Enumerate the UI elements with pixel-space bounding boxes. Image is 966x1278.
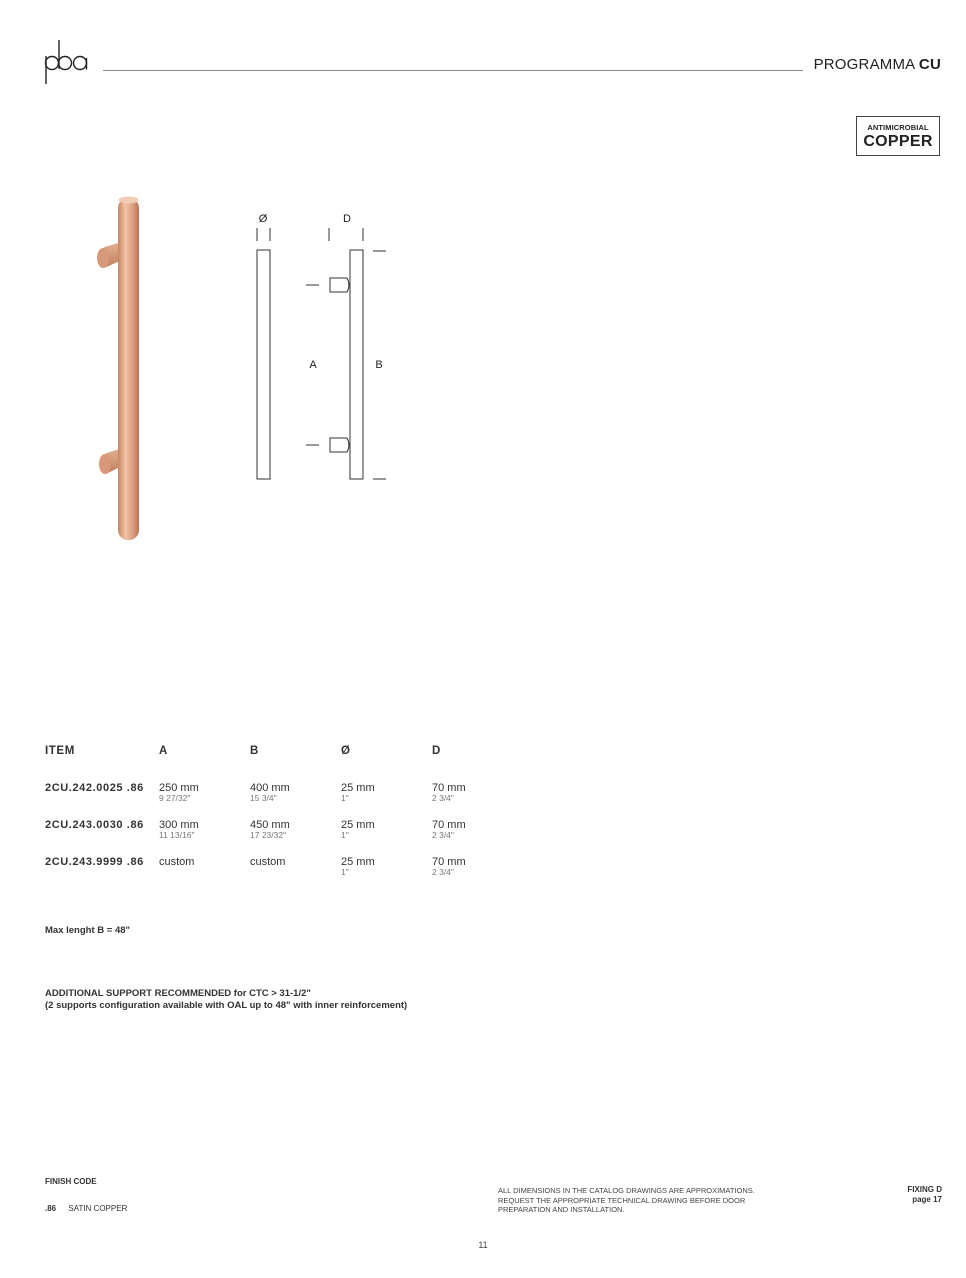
table-row (45, 819, 523, 856)
diameter-label: Ø (258, 213, 268, 225)
value-b: 400 mm (250, 782, 290, 794)
program-title (814, 56, 941, 73)
badge-line1: ANTIMICROBIAL (867, 123, 929, 132)
header-b: B (250, 745, 259, 757)
item-code: 2CU.243.9999 .86 (45, 856, 144, 868)
value-b: 450 mm (250, 819, 290, 831)
value-diameter-inch: 1" (341, 830, 349, 840)
header-a: A (159, 745, 168, 757)
finish-code-value: .86 (45, 1204, 57, 1213)
support-note-line2: (2 supports configuration available with OAL up to 48" with inner reinforcement) (45, 1000, 408, 1011)
finish-code-title: FINISH CODE (45, 1177, 97, 1186)
value-d: 70 mm (432, 856, 466, 868)
value-b-inch: 15 3/4" (250, 793, 277, 803)
technical-drawing (240, 205, 400, 495)
value-a-inch: 11 13/16" (159, 830, 195, 840)
handle-product-image (90, 190, 150, 550)
fixing-label: FIXING D (907, 1185, 942, 1194)
value-diameter: 25 mm (341, 819, 375, 831)
finish-code-entry (45, 1204, 127, 1213)
value-a: custom (159, 856, 195, 868)
table-row (45, 856, 523, 893)
table-row (45, 782, 523, 819)
disclaimer (498, 1186, 778, 1215)
header-item: ITEM (45, 745, 75, 757)
finish-name: SATIN COPPER (68, 1204, 128, 1213)
badge-line2: COPPER (863, 133, 933, 150)
program-code: CU (918, 56, 941, 73)
value-a: 250 mm (159, 782, 199, 794)
pba-logo (42, 38, 92, 86)
header-diameter: Ø (341, 745, 351, 757)
value-a-inch: 9 27/32" (159, 793, 191, 803)
fixing-reference (907, 1185, 942, 1205)
table-header-row (45, 745, 523, 782)
value-b-inch: 17 23/32" (250, 830, 287, 840)
depth-label: D (343, 213, 351, 225)
disclaimer-line: PREPARATION AND INSTALLATION. (498, 1205, 625, 1214)
max-length-note: Max lenght B = 48" (45, 925, 131, 936)
value-d-inch: 2 3/4" (432, 867, 454, 877)
value-diameter-inch: 1" (341, 793, 349, 803)
antimicrobial-copper-badge (856, 116, 940, 156)
dimension-a-label: A (309, 359, 317, 371)
header-rule (103, 70, 803, 71)
item-code: 2CU.242.0025 .86 (45, 782, 144, 794)
page-number: 11 (478, 1240, 488, 1250)
support-note (45, 988, 407, 1012)
value-d: 70 mm (432, 782, 466, 794)
fixing-page-ref: page 17 (912, 1195, 942, 1204)
disclaimer-line: REQUEST THE APPROPRIATE TECHNICAL DRAWING BEFORE DOOR (498, 1195, 746, 1205)
value-diameter: 25 mm (341, 782, 375, 794)
value-d-inch: 2 3/4" (432, 793, 454, 803)
value-diameter: 25 mm (341, 856, 375, 868)
disclaimer-line: ALL DIMENSIONS IN THE CATALOG DRAWINGS ARE APPROXIMATIONS. (498, 1186, 755, 1195)
value-d-inch: 2 3/4" (432, 830, 454, 840)
header-d: D (432, 745, 441, 757)
value-a: 300 mm (159, 819, 199, 831)
value-b: custom (250, 856, 286, 868)
spec-table (45, 745, 523, 893)
value-diameter-inch: 1" (341, 867, 349, 877)
item-code: 2CU.243.0030 .86 (45, 819, 144, 831)
value-d: 70 mm (432, 819, 466, 831)
program-prefix: PROGRAMMA (813, 56, 915, 73)
support-note-line1: ADDITIONAL SUPPORT RECOMMENDED for CTC > 31-1/2" (45, 988, 311, 999)
dimension-b-label: B (375, 359, 383, 371)
